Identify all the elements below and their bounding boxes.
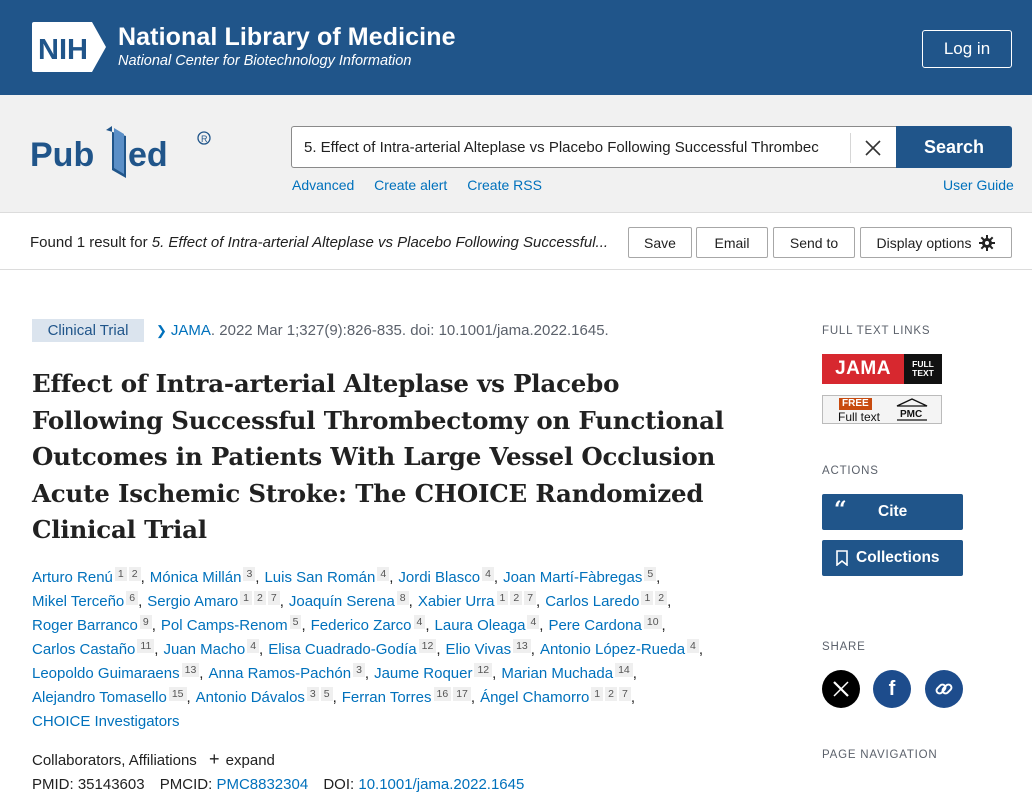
affiliation-ref[interactable]: 4 <box>482 567 494 581</box>
svg-text:NIH: NIH <box>38 34 88 66</box>
full-text-links-heading: FULL TEXT LINKS <box>822 325 931 337</box>
author-separator: , <box>259 641 264 658</box>
authors-list <box>32 566 752 734</box>
affiliation-ref[interactable]: 1 <box>240 591 252 605</box>
login-button[interactable]: Log in <box>922 30 1012 68</box>
pmid-value: 35143603 <box>77 776 145 793</box>
collections-button[interactable] <box>822 540 963 576</box>
author-link[interactable]: Marian Muchada <box>501 665 614 682</box>
results-count <box>30 234 626 251</box>
author-link[interactable]: CHOICE Investigators <box>32 713 180 730</box>
publication-type-badge[interactable]: Clinical Trial <box>32 319 144 342</box>
author-link[interactable]: Antonio Dávalos <box>195 689 305 706</box>
citation-text: . 2022 Mar 1;327(9):826-835. doi: 10.1001/jama.2022.1645. <box>210 322 609 339</box>
author-line <box>32 662 752 686</box>
author-separator: , <box>656 569 661 586</box>
facebook-icon: f <box>888 677 896 700</box>
cite-button[interactable] <box>822 494 963 530</box>
author-line <box>32 710 752 734</box>
author-link[interactable]: Antonio López-Rueda <box>539 641 686 658</box>
pmc-logo-icon <box>895 398 929 422</box>
cite-label: Cite <box>878 503 908 520</box>
clear-icon[interactable] <box>862 137 884 159</box>
affiliation-ref[interactable]: 1 <box>115 567 127 581</box>
jama-full-text-link[interactable] <box>822 354 942 384</box>
pmc-free-tag: FREE <box>839 398 872 410</box>
save-button[interactable]: Save <box>628 227 692 258</box>
bookmark-icon <box>836 550 848 566</box>
affiliation-ref[interactable]: 9 <box>140 615 152 629</box>
jama-sub-text: TEXT <box>912 368 934 378</box>
svg-text:Pub: Pub <box>30 136 95 174</box>
author-line <box>32 686 752 710</box>
plus-icon[interactable]: + <box>208 749 220 769</box>
author-separator: , <box>199 665 204 682</box>
author-separator: , <box>140 569 145 586</box>
author-separator: , <box>539 617 544 634</box>
author-separator: , <box>389 569 394 586</box>
affiliation-ref[interactable]: 2 <box>655 591 667 605</box>
user-guide-link[interactable]: User Guide <box>943 177 1014 193</box>
author-separator: , <box>667 593 672 610</box>
affiliation-ref[interactable]: 7 <box>619 687 631 701</box>
pmc-full-text-label: Full text <box>838 410 881 424</box>
affiliation-ref[interactable]: 14 <box>615 663 633 677</box>
collaborators-affiliations <box>32 749 275 770</box>
author-line <box>32 614 752 638</box>
author-link[interactable]: Luis San Román <box>264 569 376 586</box>
share-heading: SHARE <box>822 641 866 653</box>
article-title: Effect of Intra-arterial Alteplase vs Placebo Following Successful Thrombectomy on Functional Outcomes in Patients With Large Vessel Occlusion Acute Ischemic Stroke: The CHOICE Randomized Clinical Trial <box>32 369 724 544</box>
author-line <box>32 638 752 662</box>
affiliation-ref[interactable]: 17 <box>453 687 471 701</box>
affiliation-ref[interactable]: 12 <box>474 663 492 677</box>
send-to-button[interactable]: Send to <box>773 227 855 258</box>
author-link[interactable]: Ferran Torres <box>341 689 432 706</box>
affiliation-ref[interactable]: 2 <box>129 567 141 581</box>
author-link[interactable]: Joaquín Serena <box>288 593 395 610</box>
author-link[interactable]: Laura Oleaga <box>434 617 526 634</box>
email-button[interactable]: Email <box>696 227 768 258</box>
affiliation-ref[interactable]: 7 <box>268 591 280 605</box>
link-icon <box>934 679 954 699</box>
journal-link[interactable]: JAMA <box>170 322 211 339</box>
journal-citation <box>156 322 609 339</box>
expand-toggle[interactable]: expand <box>225 752 275 769</box>
author-separator: , <box>332 689 337 706</box>
share-x-button[interactable] <box>822 670 860 708</box>
author-separator: , <box>301 617 306 634</box>
author-link[interactable]: Jordi Blasco <box>398 569 481 586</box>
pmid-label: PMID: <box>32 776 78 793</box>
affiliation-ref[interactable]: 5 <box>644 567 656 581</box>
affiliation-ref[interactable]: 16 <box>434 687 452 701</box>
affiliation-ref[interactable]: 2 <box>254 591 266 605</box>
author-link[interactable]: Pol Camps-Renom <box>160 617 288 634</box>
affiliation-ref[interactable]: 2 <box>510 591 522 605</box>
nih-logo[interactable] <box>32 22 110 72</box>
x-logo-icon <box>832 680 850 698</box>
affiliation-ref[interactable]: 3 <box>353 663 365 677</box>
svg-text:PMC: PMC <box>900 409 923 420</box>
author-separator: , <box>661 617 666 634</box>
author-link[interactable]: Anna Ramos-Pachón <box>208 665 352 682</box>
author-separator: , <box>698 641 704 658</box>
display-options-button[interactable] <box>860 227 1012 258</box>
doi-label: DOI: <box>323 776 359 793</box>
affiliation-ref[interactable]: 3 <box>243 567 255 581</box>
affiliation-ref[interactable]: 15 <box>169 687 187 701</box>
affiliation-ref[interactable]: 4 <box>414 615 426 629</box>
author-separator: , <box>492 665 497 682</box>
search-divider <box>850 133 851 163</box>
create-rss-link[interactable]: Create RSS <box>467 177 542 193</box>
author-link[interactable]: Xabier Urra <box>417 593 495 610</box>
author-separator: , <box>493 569 499 586</box>
search-button[interactable]: Search <box>896 126 1012 168</box>
svg-text:R: R <box>201 134 208 144</box>
author-line <box>32 590 752 614</box>
page-navigation-heading: PAGE NAVIGATION <box>822 749 938 761</box>
author-link[interactable]: Elisa Cuadrado-Godía <box>268 641 417 658</box>
affiliation-ref[interactable]: 8 <box>397 591 409 605</box>
affiliation-ref[interactable]: 6 <box>126 591 138 605</box>
jama-sub-full: FULL <box>912 359 934 369</box>
author-separator: , <box>408 593 413 610</box>
search-query-text[interactable]: 5. Effect of Intra-arterial Alteplase vs Placebo Following Successful Thrombec <box>304 139 819 156</box>
advanced-link[interactable]: Advanced <box>292 177 355 193</box>
author-separator: , <box>425 617 430 634</box>
author-separator: , <box>536 593 541 610</box>
affiliation-ref[interactable]: 1 <box>641 591 653 605</box>
doi-link[interactable]: 10.1001/jama.2022.1645 <box>358 776 525 793</box>
jama-logo: JAMA <box>822 354 904 384</box>
author-link[interactable]: Roger Barranco <box>32 617 138 634</box>
pubmed-logo[interactable] <box>30 122 214 184</box>
affiliation-ref[interactable]: 1 <box>497 591 509 605</box>
collaborators-label[interactable]: Collaborators, Affiliations <box>32 752 197 769</box>
gear-icon <box>979 235 995 251</box>
author-separator: , <box>255 569 260 586</box>
org-subtitle[interactable]: National Center for Biotechnology Information <box>118 53 412 69</box>
author-separator: , <box>154 641 159 658</box>
author-link[interactable]: Mónica Millán <box>149 569 242 586</box>
affiliation-ref[interactable]: 4 <box>687 639 699 653</box>
quote-icon: “ <box>834 497 847 523</box>
author-link[interactable]: Juan Macho <box>163 641 246 658</box>
pmcid-label: PMCID: <box>159 776 217 793</box>
share-facebook-button[interactable] <box>873 670 911 708</box>
author-link[interactable]: Jaume Roquer <box>374 665 473 682</box>
affiliation-ref[interactable]: 2 <box>605 687 617 701</box>
author-line <box>32 566 752 590</box>
share-link-button[interactable] <box>925 670 963 708</box>
affiliation-ref[interactable]: 11 <box>137 639 154 653</box>
affiliation-ref[interactable]: 10 <box>644 615 662 629</box>
author-separator: , <box>530 641 535 658</box>
affiliation-ref[interactable]: 3 <box>307 687 319 701</box>
org-title[interactable]: National Library of Medicine <box>118 23 456 51</box>
chevron-right-icon: ❯ <box>156 323 167 338</box>
actions-heading: ACTIONS <box>822 465 879 477</box>
create-alert-link[interactable]: Create alert <box>374 177 448 193</box>
affiliation-ref[interactable]: 7 <box>524 591 536 605</box>
display-options-label: Display options <box>876 234 972 251</box>
author-link[interactable]: Ángel Chamorro <box>480 689 590 706</box>
author-link[interactable]: Pere Cardona <box>548 617 642 634</box>
affiliation-ref[interactable]: 4 <box>377 567 389 581</box>
author-separator: , <box>151 617 156 634</box>
author-link[interactable]: Arturo Renú <box>32 569 113 586</box>
author-link[interactable]: Carlos Laredo <box>545 593 640 610</box>
author-separator: , <box>138 593 143 610</box>
found-query: 5. Effect of Intra-arterial Alteplase vs Placebo Following Successful... <box>151 234 609 251</box>
affiliation-ref[interactable]: 4 <box>247 639 259 653</box>
author-link[interactable]: Federico Zarco <box>310 617 412 634</box>
author-separator: , <box>186 689 191 706</box>
author-separator: , <box>364 665 370 682</box>
pmcid-link[interactable]: PMC8832304 <box>216 776 309 793</box>
article-identifiers <box>32 776 524 793</box>
search-input[interactable] <box>291 126 897 168</box>
affiliation-ref[interactable]: 12 <box>419 639 437 653</box>
author-separator: , <box>470 689 476 706</box>
author-separator: , <box>279 593 284 610</box>
author-link[interactable]: Leopoldo Guimaraens <box>32 665 180 682</box>
author-link[interactable]: Joan Martí-Fàbregas <box>503 569 643 586</box>
svg-text:ed: ed <box>128 136 168 174</box>
affiliation-ref[interactable]: 13 <box>513 639 531 653</box>
author-link[interactable]: Carlos Castaño <box>32 641 136 658</box>
author-separator: , <box>632 665 637 682</box>
found-prefix: Found 1 result for <box>30 234 152 251</box>
jama-full-text-label <box>904 354 942 384</box>
author-link[interactable]: Mikel Terceño <box>32 593 125 610</box>
author-separator: , <box>630 689 635 706</box>
author-link[interactable]: Sergio Amaro <box>147 593 239 610</box>
affiliation-ref[interactable]: 5 <box>321 687 333 701</box>
search-links <box>292 177 558 193</box>
affiliation-ref[interactable]: 5 <box>290 615 302 629</box>
pmc-full-text-link[interactable] <box>822 395 942 424</box>
affiliation-ref[interactable]: 4 <box>527 615 539 629</box>
author-link[interactable]: Alejandro Tomasello <box>32 689 167 706</box>
affiliation-ref[interactable]: 1 <box>591 687 603 701</box>
collections-label: Collections <box>856 549 940 566</box>
author-separator: , <box>436 641 441 658</box>
affiliation-ref[interactable]: 13 <box>182 663 200 677</box>
author-link[interactable]: Elio Vivas <box>445 641 512 658</box>
